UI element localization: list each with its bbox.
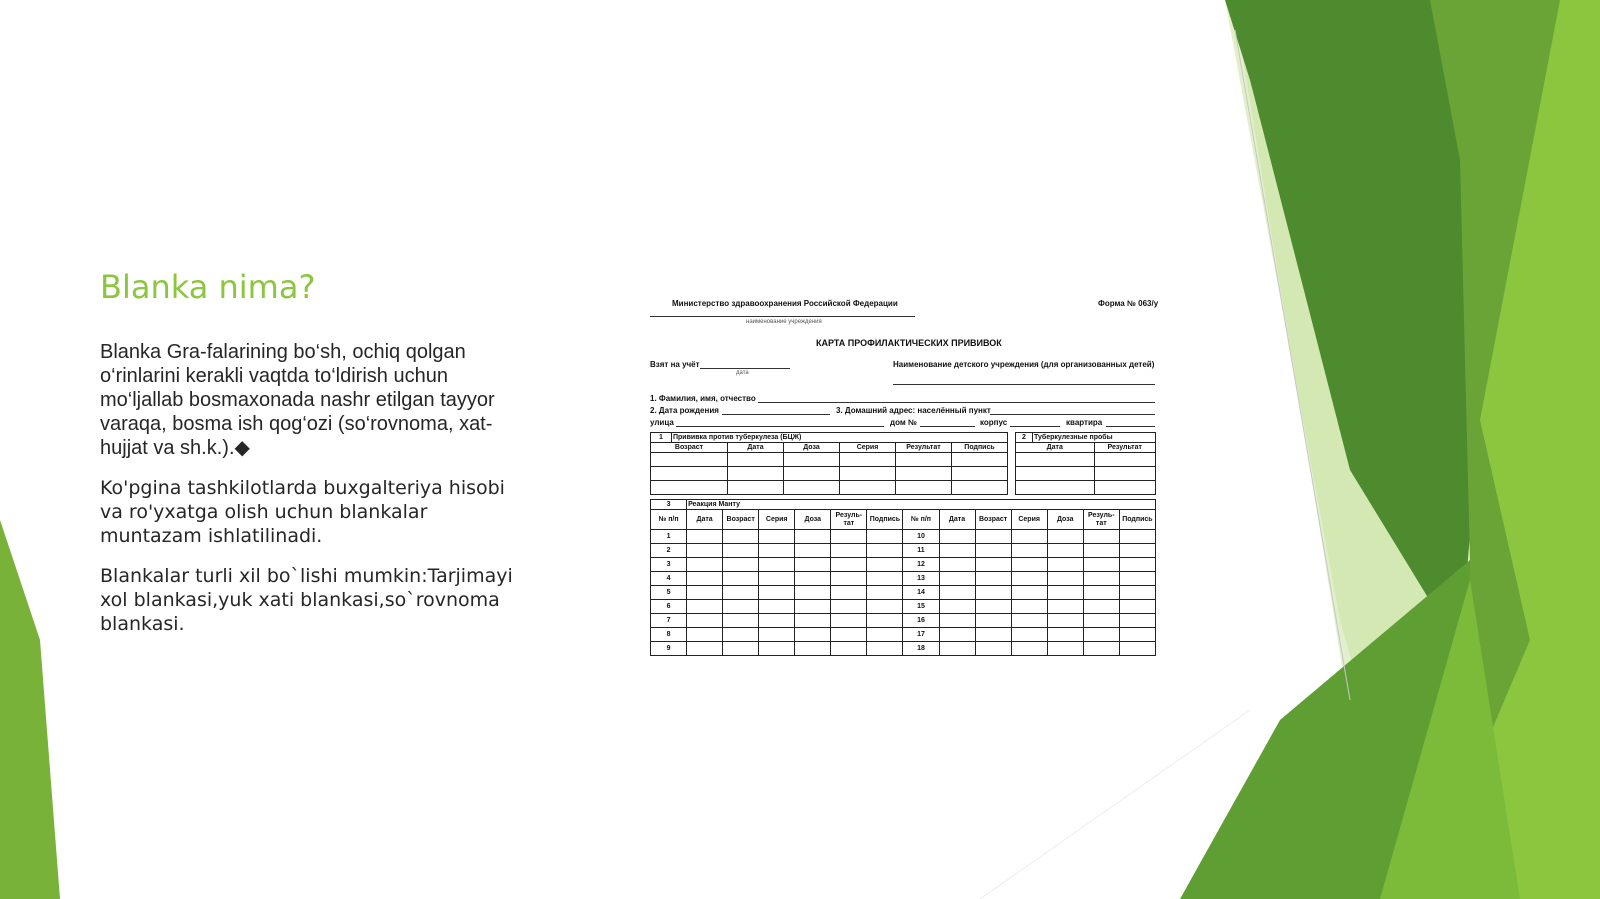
section-title: Прививка против туберкулеза (БЦЖ)	[672, 433, 1008, 443]
section-number: 1	[651, 433, 672, 443]
mantoux-table	[650, 499, 1156, 656]
birth-date-label: 2. Дата рождения	[650, 406, 719, 415]
row-number: 10	[903, 530, 939, 544]
table-cell	[831, 628, 867, 642]
column-header: Дата	[939, 510, 975, 530]
slide-title: Blanka nima?	[100, 268, 316, 306]
row-number: 14	[903, 586, 939, 600]
table-cell	[867, 530, 903, 544]
column-header: Результат	[896, 443, 952, 453]
table-cell	[1047, 628, 1083, 642]
table-cell	[1011, 530, 1047, 544]
table-cell	[687, 628, 723, 642]
row-number: 1	[651, 530, 687, 544]
section-title: Реакция Манту	[687, 500, 1156, 510]
table-cell	[1119, 614, 1155, 628]
table-cell	[975, 628, 1011, 642]
table-row	[651, 558, 1156, 572]
table-cell	[939, 558, 975, 572]
table-cell	[867, 642, 903, 656]
table-cell	[867, 572, 903, 586]
house-line	[920, 426, 975, 427]
table-cell	[723, 614, 759, 628]
table-cell	[1083, 544, 1119, 558]
table-cell	[939, 642, 975, 656]
table-cell	[831, 558, 867, 572]
table-cell	[795, 642, 831, 656]
bcg-table	[650, 432, 1008, 495]
table-row	[651, 467, 1008, 481]
table-cell	[723, 600, 759, 614]
table-row	[651, 481, 1008, 495]
column-header: Результат	[1094, 443, 1156, 453]
table-cell	[867, 628, 903, 642]
vaccination-card-form-image	[640, 296, 1160, 668]
table-cell	[1119, 600, 1155, 614]
tuberculin-table	[1015, 432, 1156, 495]
table-cell	[1119, 530, 1155, 544]
row-number: 18	[903, 642, 939, 656]
birth-date-line	[722, 414, 830, 415]
table-cell	[723, 628, 759, 642]
table-cell	[795, 544, 831, 558]
table-cell	[831, 586, 867, 600]
table-cell	[1083, 628, 1119, 642]
column-header: Серия	[840, 443, 896, 453]
definition-paragraph: Blanka Gra-falarining bo‘sh, ochiq qolgan o‘rinlarini kerakli vaqtda to‘ldirish uchun mo‘ljallab bosmaxonada nashr etilgan tayyor varaqa, bosma ish qog‘ozi (so‘rovnoma, xat-hujjat va sh.k.).◆	[100, 341, 495, 459]
table-row	[651, 586, 1156, 600]
table-cell	[723, 558, 759, 572]
table-cell	[759, 530, 795, 544]
table-cell	[687, 586, 723, 600]
column-header: Доза	[795, 510, 831, 530]
table-cell	[1119, 586, 1155, 600]
table-cell	[831, 530, 867, 544]
table-cell	[795, 530, 831, 544]
table-cell	[795, 572, 831, 586]
apartment-line	[1106, 426, 1155, 427]
table-cell	[867, 544, 903, 558]
registered-line	[700, 368, 790, 369]
table-cell	[1011, 572, 1047, 586]
registered-label: Взят на учёт	[650, 360, 700, 369]
table-cell	[975, 530, 1011, 544]
row-number: 9	[651, 642, 687, 656]
table-cell	[1083, 558, 1119, 572]
table-cell	[687, 544, 723, 558]
table-row	[1016, 453, 1156, 467]
table-row	[651, 614, 1156, 628]
table-cell	[1083, 642, 1119, 656]
table-cell	[1083, 586, 1119, 600]
column-header: № п/п	[651, 510, 687, 530]
table-cell	[1119, 558, 1155, 572]
child-institution-label: Наименование детского учреждения (для организованных детей)	[893, 360, 1155, 369]
table-cell	[939, 530, 975, 544]
table-cell	[867, 586, 903, 600]
row-number: 5	[651, 586, 687, 600]
table-cell	[975, 572, 1011, 586]
table-cell	[759, 544, 795, 558]
table-row	[651, 453, 1008, 467]
table-cell	[723, 642, 759, 656]
row-number: 15	[903, 600, 939, 614]
column-header: Серия	[759, 510, 795, 530]
row-number: 12	[903, 558, 939, 572]
table-cell	[1083, 600, 1119, 614]
column-header: Возраст	[975, 510, 1011, 530]
column-header: Доза	[1047, 510, 1083, 530]
row-number: 3	[651, 558, 687, 572]
table-cell	[1011, 544, 1047, 558]
table-cell	[831, 572, 867, 586]
card-title: КАРТА ПРОФИЛАКТИЧЕСКИХ ПРИВИВОК	[816, 338, 1002, 348]
table-row	[651, 642, 1156, 656]
table-cell	[1011, 642, 1047, 656]
table-cell	[975, 600, 1011, 614]
row-number: 8	[651, 628, 687, 642]
table-cell	[687, 642, 723, 656]
form-number: Форма № 063/у	[1098, 299, 1159, 308]
full-name-label: 1. Фамилия, имя, отчество	[650, 394, 756, 403]
table-cell	[795, 628, 831, 642]
table-cell	[759, 642, 795, 656]
table-cell	[723, 572, 759, 586]
row-number: 17	[903, 628, 939, 642]
row-number: 11	[903, 544, 939, 558]
column-header: Доза	[784, 443, 840, 453]
institution-line	[650, 316, 915, 317]
table-cell	[759, 558, 795, 572]
table-cell	[867, 600, 903, 614]
table-cell	[1047, 530, 1083, 544]
row-number: 2	[651, 544, 687, 558]
row-number: 4	[651, 572, 687, 586]
table-cell	[1047, 600, 1083, 614]
table-cell	[1047, 572, 1083, 586]
address-line	[990, 414, 1155, 415]
table-row	[651, 544, 1156, 558]
table-cell	[1119, 628, 1155, 642]
table-cell	[1047, 642, 1083, 656]
table-cell	[1119, 572, 1155, 586]
child-institution-line	[893, 384, 1155, 385]
table-cell	[939, 628, 975, 642]
table-cell	[795, 586, 831, 600]
street-label: улица	[650, 418, 674, 427]
table-cell	[1011, 628, 1047, 642]
table-cell	[867, 558, 903, 572]
table-cell	[831, 614, 867, 628]
table-cell	[939, 600, 975, 614]
table-cell	[1011, 558, 1047, 572]
table-cell	[687, 614, 723, 628]
column-header: Дата	[687, 510, 723, 530]
table-cell	[1083, 530, 1119, 544]
table-cell	[975, 544, 1011, 558]
table-cell	[759, 600, 795, 614]
column-header: Подпись	[1119, 510, 1155, 530]
table-cell	[759, 628, 795, 642]
table-cell	[1119, 544, 1155, 558]
column-header: Дата	[1016, 443, 1095, 453]
column-header: № п/п	[903, 510, 939, 530]
table-row	[651, 600, 1156, 614]
left-green-shape	[0, 520, 60, 899]
building-label: корпус	[980, 418, 1008, 427]
table-cell	[1011, 600, 1047, 614]
table-cell	[759, 572, 795, 586]
column-header: Резуль-тат	[831, 510, 867, 530]
table-cell	[939, 572, 975, 586]
column-header: Возраст	[723, 510, 759, 530]
institution-caption: наименование учреждения	[746, 319, 822, 325]
section-number: 2	[1016, 433, 1033, 443]
address-label: 3. Домашний адрес: населённый пункт	[836, 406, 991, 415]
table-cell	[975, 614, 1011, 628]
row-number: 16	[903, 614, 939, 628]
table-cell	[1119, 642, 1155, 656]
table-cell	[831, 544, 867, 558]
full-name-line	[758, 402, 1155, 403]
table-cell	[795, 600, 831, 614]
table-cell	[939, 614, 975, 628]
table-cell	[1047, 586, 1083, 600]
table-row	[651, 530, 1156, 544]
ministry-header: Министерство здравоохранения Российской Федерации	[672, 299, 898, 308]
table-row	[1016, 481, 1156, 495]
table-cell	[687, 600, 723, 614]
table-cell	[687, 530, 723, 544]
column-header: Резуль-тат	[1083, 510, 1119, 530]
street-line	[676, 426, 884, 427]
table-cell	[1047, 558, 1083, 572]
table-cell	[1011, 614, 1047, 628]
table-cell	[795, 558, 831, 572]
table-cell	[723, 530, 759, 544]
row-number: 13	[903, 572, 939, 586]
table-cell	[1047, 544, 1083, 558]
table-cell	[1047, 614, 1083, 628]
table-cell	[831, 642, 867, 656]
table-cell	[687, 572, 723, 586]
apartment-label: квартира	[1066, 418, 1103, 427]
row-number: 6	[651, 600, 687, 614]
table-row	[651, 572, 1156, 586]
row-number: 7	[651, 614, 687, 628]
column-header: Серия	[1011, 510, 1047, 530]
column-header: Дата	[728, 443, 784, 453]
table-cell	[1011, 586, 1047, 600]
table-cell	[795, 614, 831, 628]
table-cell	[687, 558, 723, 572]
building-line	[1010, 426, 1060, 427]
table-cell	[975, 642, 1011, 656]
section-number: 3	[651, 500, 687, 510]
usage-paragraph: Ko'pgina tashkilotlarda buxgalteriya hisobi va ro'yxatga olish uchun blankalar muntazam ishlatilinadi.	[100, 477, 505, 547]
table-cell	[831, 600, 867, 614]
house-label: дом №	[890, 418, 917, 427]
table-cell	[1083, 572, 1119, 586]
table-cell	[975, 586, 1011, 600]
table-row	[1016, 467, 1156, 481]
table-cell	[939, 586, 975, 600]
table-cell	[939, 544, 975, 558]
table-cell	[723, 544, 759, 558]
types-paragraph: Blankalar turli xil bo`lishi mumkin:Tarjimayi xol blankasi,yuk xati blankasi,so`rovnoma blankasi.	[100, 565, 513, 635]
column-header: Подпись	[867, 510, 903, 530]
column-header: Возраст	[651, 443, 728, 453]
registered-caption: дата	[736, 370, 749, 376]
table-cell	[867, 614, 903, 628]
table-cell	[723, 586, 759, 600]
table-cell	[759, 586, 795, 600]
column-header: Подпись	[952, 443, 1008, 453]
table-cell	[1083, 614, 1119, 628]
table-row	[651, 628, 1156, 642]
table-cell	[759, 614, 795, 628]
section-title: Туберкулезные пробы	[1033, 433, 1156, 443]
table-cell	[975, 558, 1011, 572]
